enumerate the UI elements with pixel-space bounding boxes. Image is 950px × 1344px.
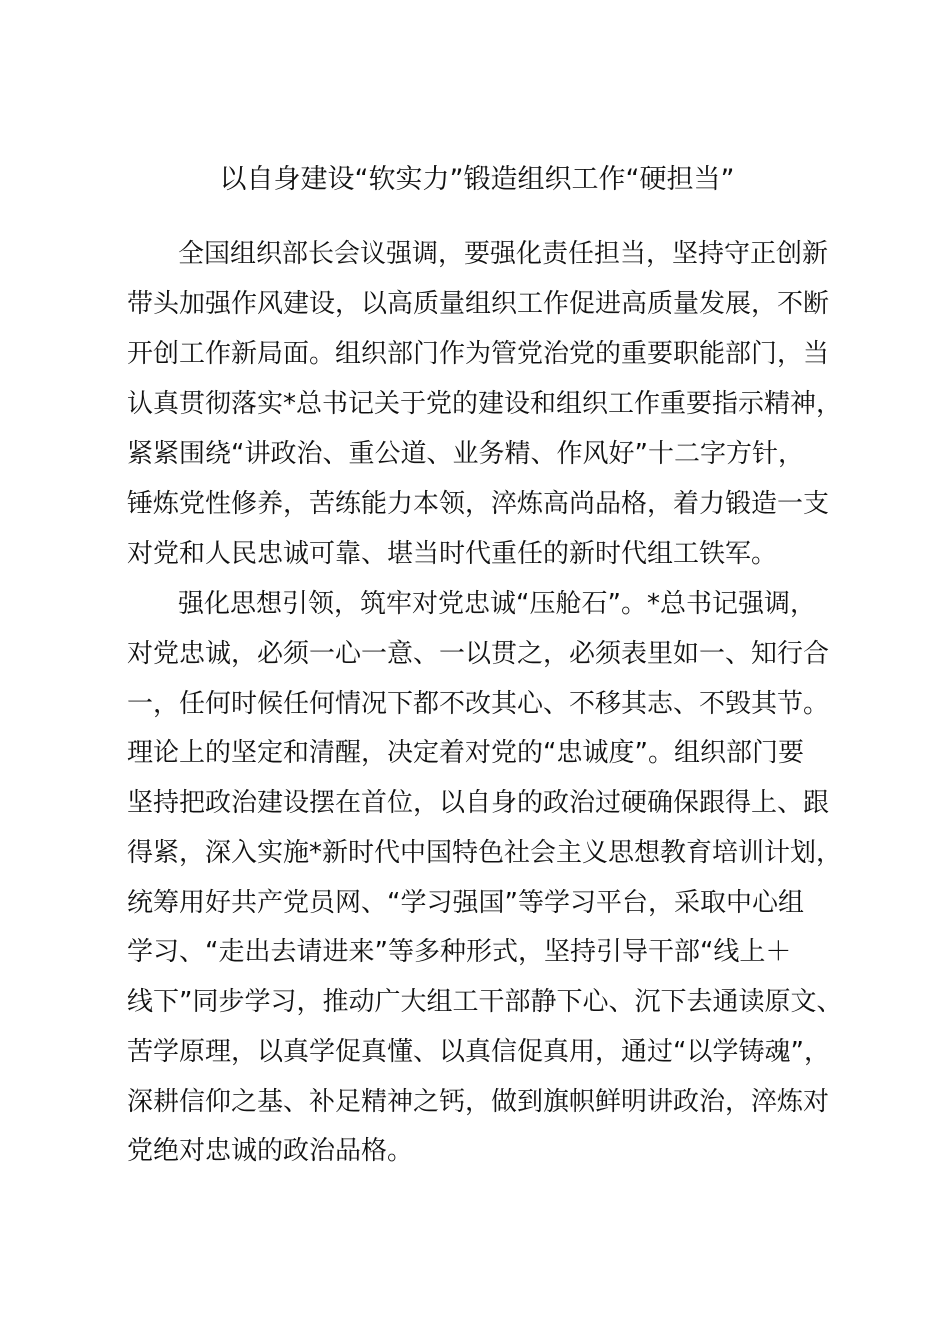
paragraph-line: 坚持把政治建设摆在首位，以自身的政治过硬确保跟得上、跟 (127, 788, 830, 818)
paragraph-line: 强化思想引领，筑牢对党忠诚“压舱石”。*总书记强调， (178, 589, 816, 619)
paragraph-line: 紧紧围绕“讲政治、重公道、业务精、作风好”十二字方针， (127, 439, 804, 469)
paragraph-line: 得紧，深入实施*新时代中国特色社会主义思想教育培训计划， (127, 838, 843, 868)
paragraph-line: 开创工作新局面。组织部门作为管党治党的重要职能部门，当 (127, 339, 830, 369)
paragraph-line: 统筹用好共产党员网、“学习强国”等学习平台，采取中心组 (127, 888, 804, 918)
paragraph-line: 学习、“走出去请进来”等多种形式，坚持引导干部“线上＋ (127, 937, 792, 967)
paragraph-line: 苦学原理，以真学促真懂、以真信促真用，通过“以学铸魂”， (127, 1037, 830, 1067)
paragraph-line: 一，任何时候任何情况下都不改其心、不移其志、不毁其节。 (127, 689, 830, 719)
paragraph-line: 认真贯彻落实*总书记关于党的建设和组织工作重要指示精神， (127, 389, 843, 419)
document-title: 以自身建设“软实力”锻造组织工作“硬担当” (219, 164, 735, 195)
paragraph-line: 锤炼党性修养，苦练能力本领，淬炼高尚品格，着力锻造一支 (127, 489, 830, 519)
paragraph-line: 党绝对忠诚的政治品格。 (127, 1136, 414, 1166)
paragraph-line: 深耕信仰之基、补足精神之钙，做到旗帜鲜明讲政治，淬炼对 (127, 1087, 830, 1117)
paragraph-line: 带头加强作风建设，以高质量组织工作促进高质量发展，不断 (127, 289, 830, 319)
paragraph-line: 对党和人民忠诚可靠、堪当时代重任的新时代组工铁军。 (127, 539, 778, 569)
paragraph-line: 对党忠诚，必须一心一意、一以贯之，必须表里如一、知行合 (127, 639, 830, 669)
paragraph-line: 全国组织部长会议强调，要强化责任担当，坚持守正创新 (178, 239, 829, 269)
paragraph-line: 线下”同步学习，推动广大组工干部静下心、沉下去通读原文、 (127, 987, 843, 1017)
paragraph-line: 理论上的坚定和清醒，决定着对党的“忠诚度”。组织部门要 (127, 738, 804, 768)
